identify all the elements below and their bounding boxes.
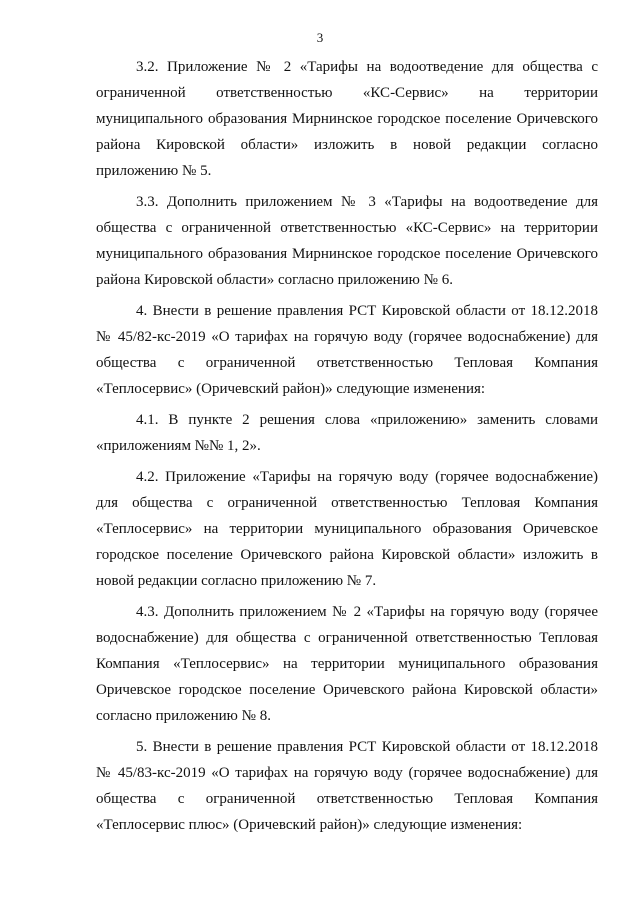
page-number: 3 [316,30,324,45]
paragraph-3-3: 3.3. Дополнить приложением № 3 «Тарифы на водоотведение для общества с ограниченной ответственностью «КС-Сервис» на территории муниципального образования Мирнинское городское поселение Оричевского района Кировской области» согласно приложению № 6. [96,194,598,288]
paragraph-4-2: 4.2. Приложение «Тарифы на горячую воду (горячее водоснабжение) для общества с ограниченной ответственностью Тепловая Компания «Теплосервис» на территории муниципального образования Оричевское городское поселение Оричевского района Кировской области» изложить в новой редакции согласно приложению № 7. [96,469,598,589]
paragraph-4-3: 4.3. Дополнить приложением № 2 «Тарифы на горячую воду (горячее водоснабжение) для общества с ограниченной ответственностью Тепловая Компания «Теплосервис» на территории муниципального образования Оричевское городское поселение Оричевского района Кировской области» согласно приложению № 8. [96,604,598,724]
document-body [96,54,598,838]
paragraph-3-2: 3.2. Приложение № 2 «Тарифы на водоотведение для общества с ограниченной ответственностью «КС-Сервис» на территории муниципального образования Мирнинское городское поселение Оричевского района Кировской области» изложить в новой редакции согласно приложению № 5. [96,59,598,179]
paragraph-5: 5. Внести в решение правления РСТ Кировской области от 18.12.2018 № 45/83-кс-2019 «О тарифах на горячую воду (горячее водоснабжение) для общества с ограниченной ответственностью Тепловая Компания «Теплосервис плюс» (Оричевский район)» следующие изменения: [96,739,598,833]
paragraph-4-1: 4.1. В пункте 2 решения слова «приложению» заменить словами «приложениям №№ 1, 2». [96,412,598,454]
paragraph-4: 4. Внести в решение правления РСТ Кировской области от 18.12.2018 № 45/82-кс-2019 «О тарифах на горячую воду (горячее водоснабжение) для общества с ограниченной ответственностью Тепловая Компания «Теплосервис» (Оричевский район)» следующие изменения: [96,303,598,397]
